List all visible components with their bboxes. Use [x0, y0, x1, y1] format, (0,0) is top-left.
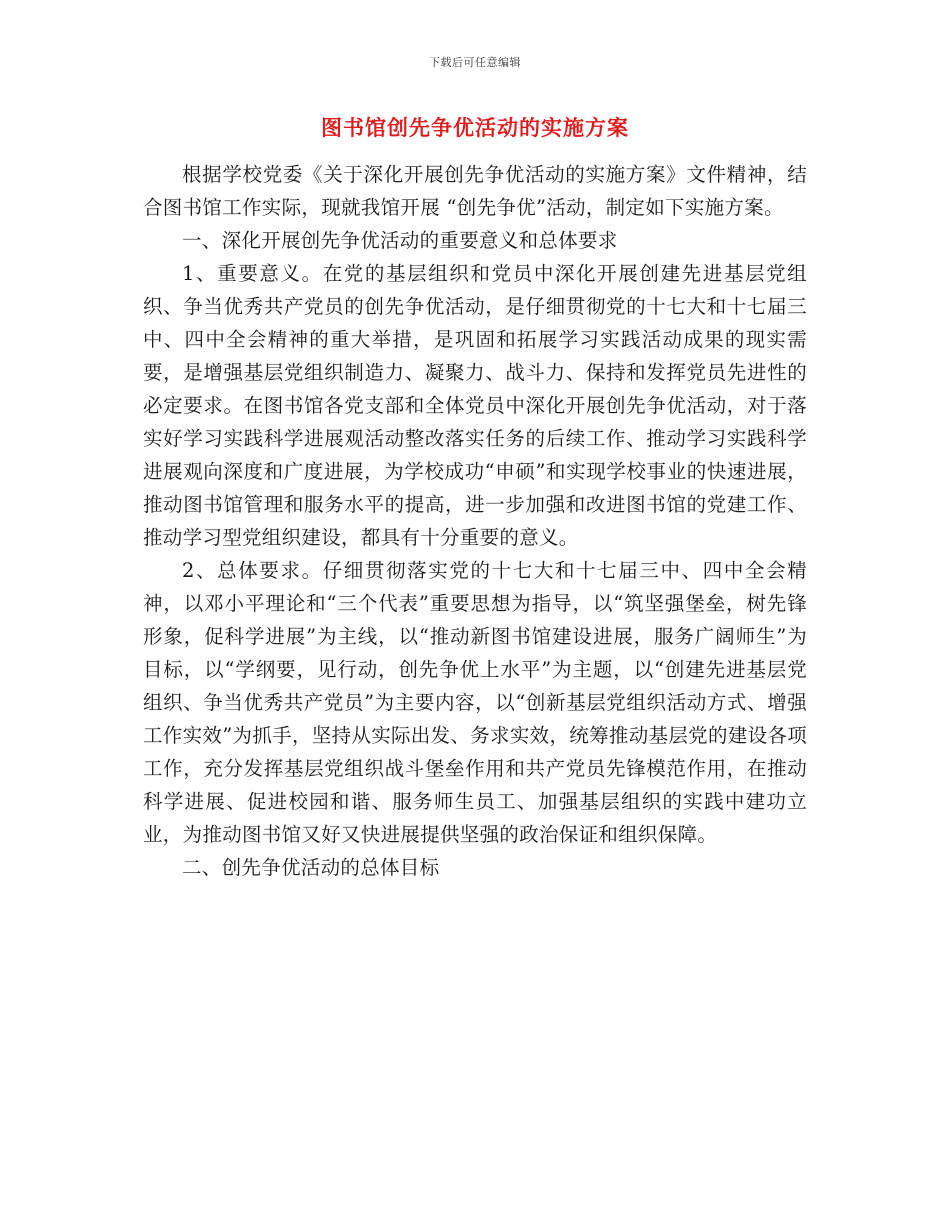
document-title: 图书馆创先争优活动的实施方案	[321, 115, 629, 140]
paragraph-significance: 1、重要意义。在党的基层组织和党员中深化开展创建先进基层党组织、争当优秀共产党员的创先争优活动，是仔细贯彻党的十七大和十七届三中、四中全会精神的重大举措，是巩固和拓展学习实践活动成果的现实需要，是增强基层党组织制造力、凝聚力、战斗力、保持和发挥党员先进性的必定要求。在图书馆各党支部和全体党员中深化开展创先争优活动，对于落实好学习实践科学进展观活动整改落实任务的后续工作、推动学习实践科学进展观向深度和广度进展，为学校成功“申硕”和实现学校事业的快速进展，推动图书馆管理和服务水平的提高，进一步加强和改进图书馆的党建工作、推动学习型党组织建设，都具有十分重要的意义。	[143, 262, 807, 549]
section-heading-2: 二、创先争优活动的总体目标	[182, 856, 440, 879]
header-note: 下载后可任意编辑	[429, 56, 521, 69]
document-body	[143, 158, 807, 884]
paragraph-requirements: 2、总体要求。仔细贯彻落实党的十七大和十七届三中、四中全会精神，以邓小平理论和“三个代表”重要思想为指导，以“筑坚强堡垒，树先锋形象，促科学进展”为主线，以“推动新图书馆建设进展，服务广阔师生”为目标，以“学纲要，见行动，创先争优上水平”为主题，以“创建先进基层党组织、争当优秀共产党员”为主要内容，以“创新基层党组织活动方式、增强工作实效”为抓手，坚持从实际出发、务求实效，统筹推动基层党的建设各项工作，充分发挥基层党组织战斗堡垒作用和共产党员先锋模范作用，在推动科学进展、促进校园和谐、服务师生员工、加强基层组织的实践中建功立业，为推动图书馆又好又快进展提供坚强的政治保证和组织保障。	[143, 559, 807, 846]
section-heading-1: 一、深化开展创先争优活动的重要意义和总体要求	[182, 229, 618, 252]
paragraph-intro: 根据学校党委《关于深化开展创先争优活动的实施方案》文件精神，结合图书馆工作实际，现就我馆开展 “创先争优”活动，制定如下实施方案。	[143, 163, 807, 219]
